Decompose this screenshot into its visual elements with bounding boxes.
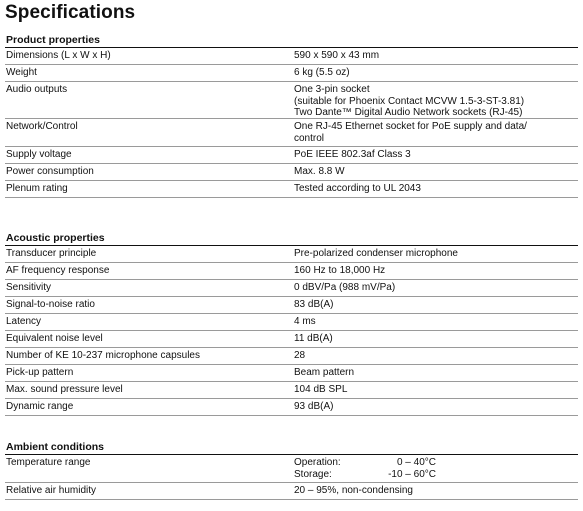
spec-value-line: 0 dBV/Pa (988 mV/Pa) [294, 282, 396, 293]
spec-value-line: Two Dante™ Digital Audio Network sockets (RJ-45) [294, 107, 523, 118]
spec-label: Sensitivity [6, 282, 52, 293]
spec-value-line: 4 ms [294, 316, 316, 327]
spec-label: AF frequency response [6, 265, 110, 276]
spec-value [294, 299, 578, 311]
spec-value-line: 11 dB(A) [294, 333, 333, 344]
spec-value-line: control [294, 132, 325, 144]
spec-label: Dimensions (L x W x H) [6, 50, 111, 61]
spec-row-relative-air-humidity [5, 483, 578, 500]
spec-value [294, 84, 578, 119]
spec-label: Relative air humidity [6, 485, 97, 496]
spec-row-sensitivity [5, 280, 578, 297]
spec-row-number-of-ke-10-237-microphone-capsules [5, 348, 578, 365]
spec-value [294, 350, 578, 362]
spec-value-line: 590 x 590 x 43 mm [294, 50, 380, 61]
spec-value-pair [294, 469, 578, 481]
spec-row-power-consumption [5, 164, 578, 181]
section-product-properties [5, 34, 578, 198]
spec-value [294, 282, 578, 294]
spec-value-line: 6 kg (5.5 oz) [294, 67, 350, 78]
spec-value-line: 83 dB(A) [294, 299, 334, 310]
spec-row-signal-to-noise-ratio [5, 297, 578, 314]
spec-row-max-sound-pressure-level [5, 382, 578, 399]
spec-value [294, 183, 578, 195]
pair-key: Storage: [294, 468, 332, 480]
pair-key: Operation: [294, 457, 341, 468]
spec-row-pick-up-pattern [5, 365, 578, 382]
spec-value-line: Tested according to UL 2043 [294, 183, 421, 194]
spec-label: Supply voltage [6, 149, 72, 160]
spec-value-pair [294, 457, 578, 469]
spec-value [294, 149, 578, 161]
spec-value-line: 20 – 95%, non-condensing [294, 485, 413, 496]
spec-value-line: Max. 8.8 W [294, 166, 345, 177]
spec-label: Pick-up pattern [6, 367, 74, 378]
spec-label: Power consumption [6, 166, 94, 177]
page-title: Specifications [5, 2, 136, 23]
section-heading: Ambient conditions [5, 441, 578, 455]
section-acoustic-properties [5, 232, 578, 416]
spec-value [294, 401, 578, 413]
spec-label: Max. sound pressure level [6, 384, 123, 395]
spec-value-line: 28 [294, 350, 306, 361]
spec-label: Dynamic range [6, 401, 74, 412]
spec-label: Signal-to-noise ratio [6, 299, 95, 310]
spec-row-af-frequency-response [5, 263, 578, 280]
section-heading: Acoustic properties [5, 232, 578, 246]
spec-row-dynamic-range [5, 399, 578, 416]
spec-row-audio-outputs [5, 82, 578, 119]
spec-value [294, 248, 578, 260]
spec-value [294, 384, 578, 396]
spec-label: Audio outputs [6, 84, 68, 95]
spec-value-line: 104 dB SPL [294, 384, 348, 395]
spec-label: Plenum rating [6, 183, 68, 194]
spec-row-temperature-range [5, 455, 578, 483]
pair-value: -10 – 60°C [388, 468, 436, 480]
spec-row-network-control [5, 119, 578, 147]
spec-label: Weight [6, 67, 37, 78]
spec-label: Number of KE 10-237 microphone capsules [6, 350, 200, 361]
spec-value-line: 93 dB(A) [294, 401, 334, 412]
spec-value [294, 265, 578, 277]
spec-row-dimensions-l-x-w-x-h [5, 48, 578, 65]
spec-label: Network/Control [6, 121, 78, 132]
spec-value [294, 50, 578, 62]
spec-label: Latency [6, 316, 42, 327]
spec-row-weight [5, 65, 578, 82]
spec-value-line: (suitable for Phoenix Contact MCVW 1.5-3-ST-3.81) [294, 95, 525, 107]
spec-row-plenum-rating [5, 181, 578, 198]
spec-value [294, 121, 578, 144]
spec-value [294, 367, 578, 379]
spec-row-latency [5, 314, 578, 331]
spec-value [294, 485, 578, 497]
spec-value-line: PoE IEEE 802.3af Class 3 [294, 149, 411, 160]
section-heading: Product properties [5, 34, 578, 48]
spec-row-equivalent-noise-level [5, 331, 578, 348]
spec-row-transducer-principle [5, 246, 578, 263]
spec-value [294, 166, 578, 178]
spec-value-line: Beam pattern [294, 367, 355, 378]
pair-value: 0 – 40°C [396, 457, 436, 468]
spec-value-line: One 3-pin socket [294, 84, 370, 95]
spec-label: Equivalent noise level [6, 333, 103, 344]
spec-value [294, 316, 578, 328]
spec-value [294, 457, 578, 480]
spec-value-line: Pre-polarized condenser microphone [294, 248, 458, 259]
spec-value [294, 67, 578, 79]
section-ambient-conditions [5, 441, 578, 500]
spec-label: Transducer principle [6, 248, 97, 259]
spec-value-line: 160 Hz to 18,000 Hz [294, 265, 386, 276]
spec-label: Temperature range [6, 457, 91, 468]
spec-value-line: One RJ-45 Ethernet socket for PoE supply and data/ [294, 121, 527, 132]
spec-value [294, 333, 578, 345]
spec-row-supply-voltage [5, 147, 578, 164]
